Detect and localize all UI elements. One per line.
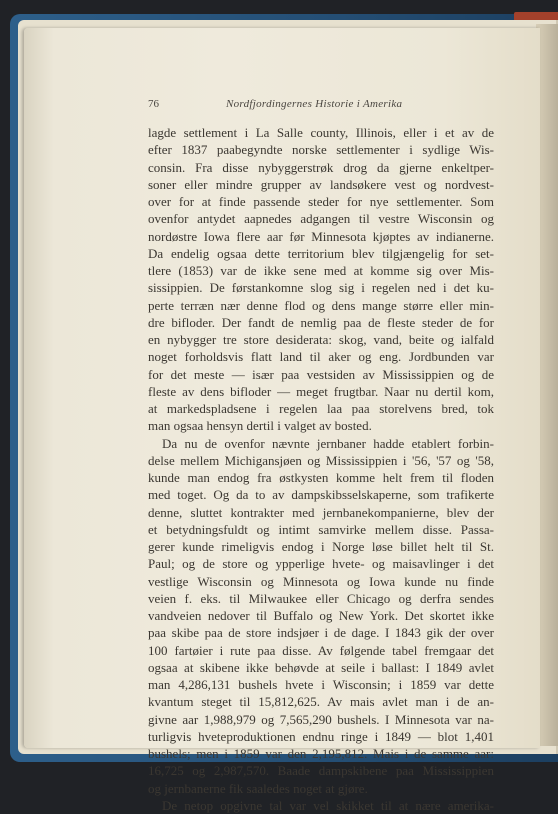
text-line: og jernbanerne fik saaledes noget at gjøre. bbox=[148, 780, 368, 796]
text-line: for det meste — især paa vestsiden av Mississippien og de bbox=[148, 366, 494, 382]
text-line: dre bifloder. Der fandt de nemlig paa de fleste steder de for bbox=[148, 314, 494, 330]
text-line: consin. Fra disse nybyggerstrøk drog da gjerne enkeltper- bbox=[148, 159, 494, 175]
text-line: vandveien nedover til Buffalo og New York. Det skortet ikke bbox=[148, 608, 494, 623]
text-line: bushels; men i 1859 var den 2,195,812. Mais i de samme aar: bbox=[148, 746, 494, 761]
text-line: over for at finde passende steder for nye settlementer. Som bbox=[148, 194, 494, 209]
body-text bbox=[148, 124, 494, 814]
text-line: soner eller mindre grupper av landsøkere vest og nordvest- bbox=[148, 176, 494, 192]
text-line: med toget. Og da to av dampskibsselskaperne, som trafikerte bbox=[148, 487, 494, 503]
text-line: kunde man endog fra østkysten komme helt frem til floden bbox=[148, 470, 494, 485]
text-line: denne, sluttet kontrakter med jernbanekompanierne, blev der bbox=[148, 504, 494, 520]
text-line: at markedspladsene i regelen laa paa storelvens bred, tok bbox=[148, 401, 494, 416]
text-line: efter 1837 paabegyndte norske settlementer i sydlige Wis- bbox=[148, 142, 494, 158]
text-line: perte terræn nær denne flod og dens mange større eller min- bbox=[148, 297, 494, 313]
page-header bbox=[148, 98, 484, 114]
text-line: man 4,286,131 bushels hvete i Wisconsin; i 1859 var dette bbox=[148, 677, 494, 692]
text-line: kvantum steget til 15,812,625. Av mais avlet man i de an- bbox=[148, 694, 494, 710]
text-line: Paul; og de store og ypperlige hvete- og maisavlinger i det bbox=[148, 556, 494, 572]
text-line: fleste av dens bifloder — meget frugtbar. Naar nu dertil kom, bbox=[148, 383, 494, 399]
text-line: ovenfor antydet aapnedes adgangen til vestre Wisconsin og bbox=[148, 211, 494, 227]
text-line: givne aar 1,988,979 og 7,565,290 bushels. I Minnesota var na- bbox=[148, 711, 494, 727]
page-number: 76 bbox=[148, 98, 159, 110]
text-line: delse mellem Michigansjøen og Mississippien i '56, '57 og '58, bbox=[148, 452, 494, 468]
text-line: turligvis hveteproduktionen endnu ringe i 1849 — blot 1,401 bbox=[148, 728, 494, 744]
text-line: Da endelig ogsaa dette territorium blev tilgjængelig for set- bbox=[148, 245, 494, 261]
text-line: en nybygger tre store desiderata: skog, vand, beite og ialfald bbox=[148, 332, 494, 347]
text-line: 100 fartøier i rute paa disse. Av følgende tabel fremgaar det bbox=[148, 642, 494, 658]
text-line: ogsaa at skibene ikke behøvde at seile i ballast: I 1849 avlet bbox=[148, 659, 494, 675]
text-line: tlere (1853) var de ikke sene med at komme sig over Mis- bbox=[148, 263, 494, 278]
text-line: et betydningsfuldt og intimt samvirke mellem disse. Passa- bbox=[148, 521, 494, 537]
text-line: paa skibe paa de store indsjøer i de dage. I 1843 gik der over bbox=[148, 625, 494, 641]
text-line: nordøstre Iowa flere aar før Minnesota kjøptes av indianerne. bbox=[148, 228, 494, 244]
text-line: veien f. eks. til Milwaukee eller Chicago og derfra sendes bbox=[148, 590, 494, 606]
text-line: sissippien. De førstankomne slog sig i regelen ned i det ku- bbox=[148, 280, 494, 296]
text-line: De netop opgivne tal var vel skikket til at nære amerika- bbox=[162, 797, 494, 813]
running-title: Nordfjordingernes Historie i Amerika bbox=[226, 98, 403, 110]
text-line: noget forholdsvis flatt land til aker og eng. Jordbunden var bbox=[148, 349, 494, 365]
text-line: vestlige Wisconsin og Minnesota og Iowa kunde nu finde bbox=[148, 573, 494, 589]
text-line: Da nu de ovenfor nævnte jernbaner hadde etablert forbin- bbox=[162, 435, 494, 451]
text-line: 16,725 og 2,987,570. Baade dampskibene paa Mississippien bbox=[148, 763, 494, 779]
text-line: lagde settlement i La Salle county, Illinois, eller i et av de bbox=[148, 125, 494, 140]
text-line: man ogsaa hensyn dertil i valget av bosted. bbox=[148, 418, 372, 434]
text-line: gerer kunde rimeligvis endog i Norge løse billet helt til St. bbox=[148, 539, 494, 554]
